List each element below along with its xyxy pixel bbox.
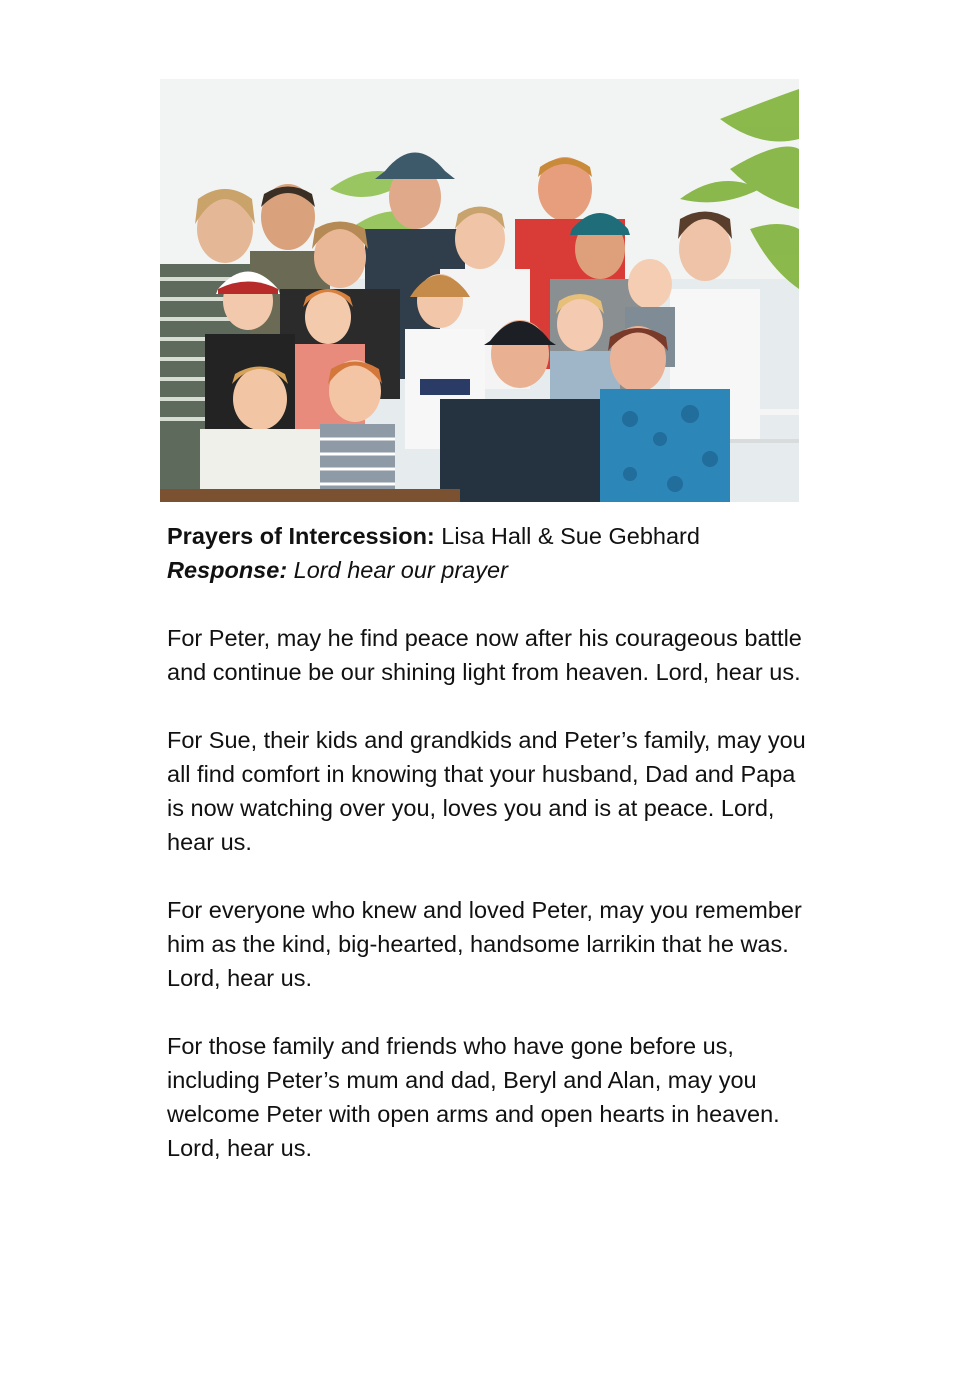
intercession-readers: Lisa Hall & Sue Gebhard [434, 523, 700, 549]
prayers-text-block [167, 519, 827, 1165]
intercession-label: Prayers of Intercession: [167, 523, 435, 549]
family-photo-illustration [160, 79, 799, 502]
prayer-paragraph: For Peter, may he find peace now after his courageous battle and continue be our shining light from heaven. Lord, hear us. [167, 625, 802, 685]
prayer-paragraph: For everyone who knew and loved Peter, may you remember him as the kind, big-hearted, handsome larrikin that he was. Lord, hear us. [167, 897, 802, 991]
prayer-paragraph: For Sue, their kids and grandkids and Peter’s family, may you all find comfort in knowing that your husband, Dad and Papa is now watching over you, loves you and is at peace. Lord, hear us. [167, 727, 806, 855]
response-label: Response: [167, 557, 288, 583]
intercession-heading [167, 519, 827, 553]
response-heading [167, 553, 827, 587]
family-group-photo [160, 79, 799, 502]
prayer-paragraph: For those family and friends who have gone before us, including Peter’s mum and dad, Beryl and Alan, may you welcome Peter with open arms and open hearts in heaven. Lord, hear us. [167, 1033, 780, 1161]
response-text: Lord hear our prayer [287, 557, 508, 583]
